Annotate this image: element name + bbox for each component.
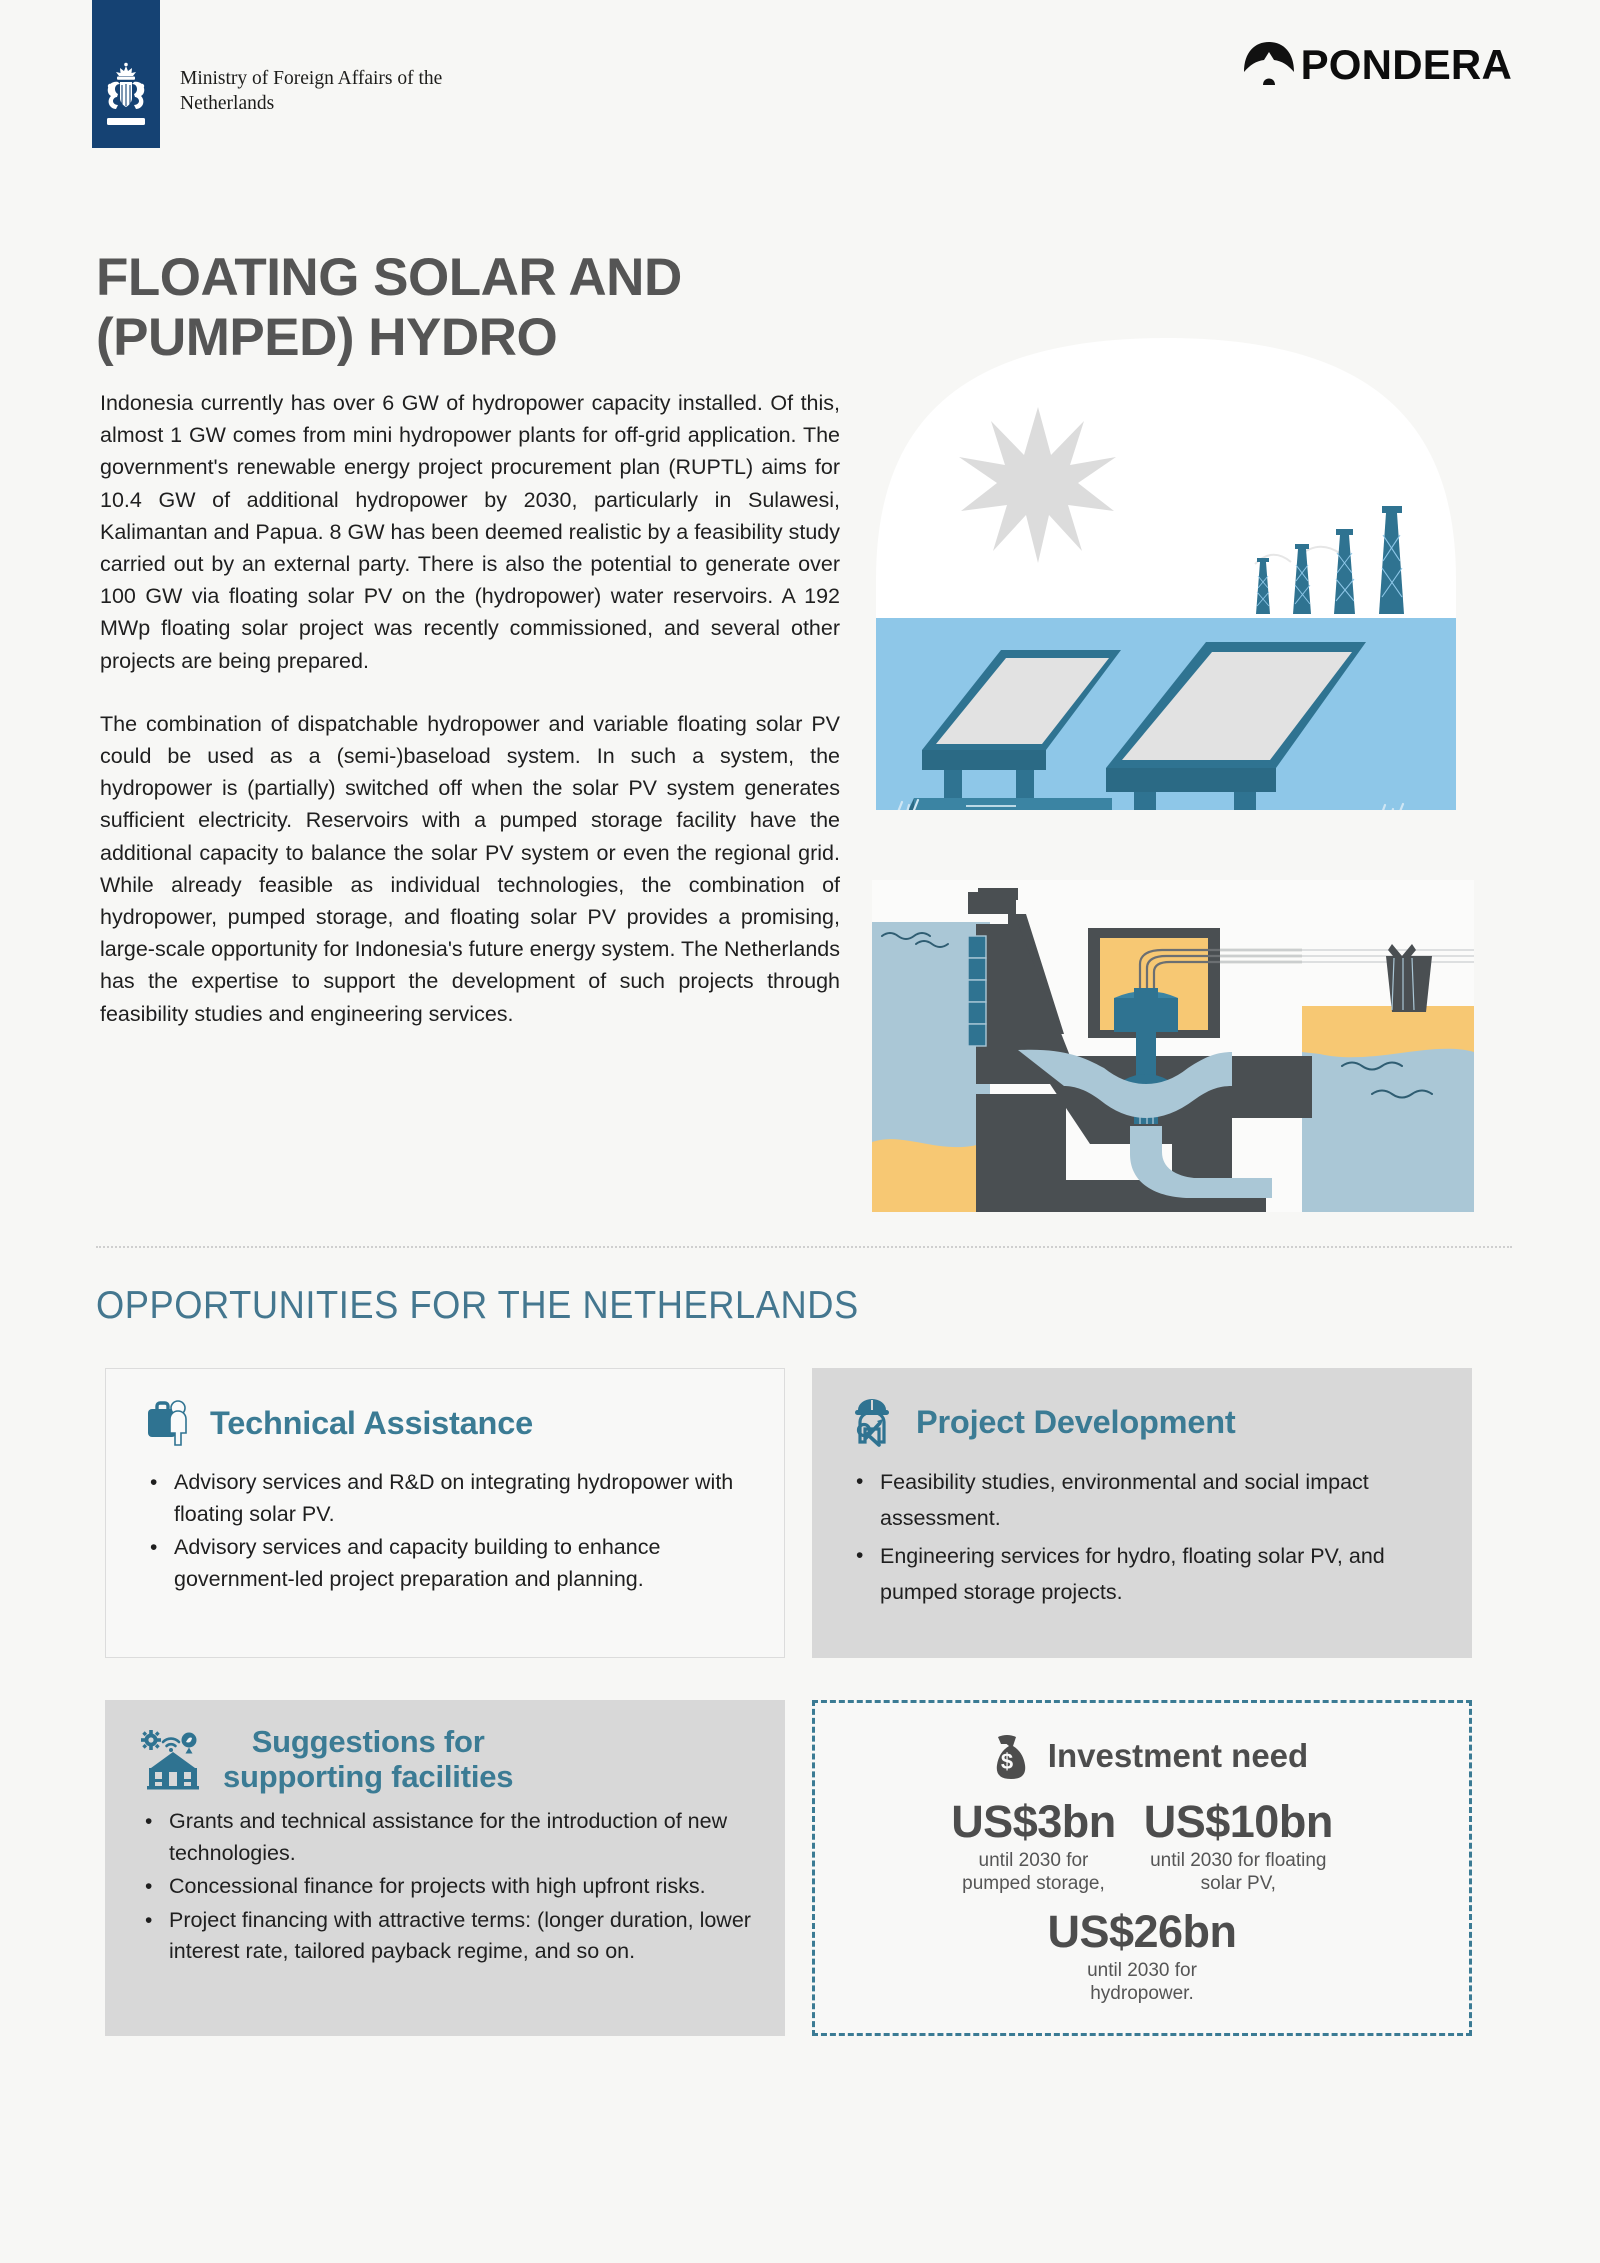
card-header bbox=[846, 1394, 1438, 1450]
pondera-logo bbox=[1241, 38, 1512, 92]
card-title-line-2: supporting facilities bbox=[223, 1759, 514, 1794]
page-title-line-1: FLOATING SOLAR AND bbox=[96, 247, 682, 307]
pondera-wordmark: PONDERA bbox=[1300, 41, 1512, 88]
card-investment-need[interactable] bbox=[812, 1700, 1472, 2036]
list-item: • Advisory services and R&D on integrating hydropower with floating solar PV. bbox=[170, 1467, 750, 1530]
card-bullet-list bbox=[846, 1464, 1438, 1610]
list-item: • Grants and technical assistance for the introduction of new technologies. bbox=[165, 1806, 755, 1869]
page-title-line-2: (PUMPED) HYDRO bbox=[96, 307, 558, 367]
list-item: • Project financing with attractive terms: (longer duration, lower interest rate, tailored payback regime, and so on. bbox=[165, 1905, 755, 1968]
floating-solar-illustration bbox=[866, 330, 1466, 850]
card-title: Project Development bbox=[916, 1404, 1236, 1440]
list-item: • Concessional finance for projects with high upfront risks. bbox=[165, 1871, 755, 1903]
investment-label-line-2: solar PV, bbox=[1200, 1873, 1276, 1894]
card-bullet-list bbox=[140, 1467, 750, 1595]
investment-label-line-1: until 2030 for bbox=[1087, 1960, 1197, 1981]
pondera-canopy-icon bbox=[1241, 39, 1297, 91]
investment-label bbox=[951, 1849, 1116, 1895]
investment-total bbox=[815, 1907, 1469, 2005]
netherlands-coat-of-arms-icon bbox=[98, 62, 154, 138]
card-project-development[interactable] bbox=[812, 1368, 1472, 1658]
government-building-smart-icon bbox=[141, 1728, 205, 1790]
briefcase-person-icon bbox=[140, 1395, 196, 1451]
investment-amount-row bbox=[815, 1797, 1469, 1895]
card-title-line-1: Suggestions for bbox=[251, 1724, 485, 1759]
list-item: • Feasibility studies, environmental and social impact assessment. bbox=[876, 1464, 1438, 1536]
page-title bbox=[96, 248, 996, 368]
hardhat-worker-wrench-icon bbox=[846, 1394, 902, 1450]
investment-header bbox=[815, 1725, 1469, 1787]
card-title bbox=[223, 1724, 513, 1794]
investment-label-line-2: hydropower. bbox=[1090, 1983, 1194, 2004]
investment-amount: US$10bn bbox=[1143, 1796, 1333, 1847]
investment-label-line-2: pumped storage, bbox=[962, 1873, 1105, 1894]
investment-label bbox=[815, 1959, 1469, 2005]
page-header bbox=[0, 0, 1600, 150]
svg-text:$: $ bbox=[1000, 1749, 1013, 1774]
ministry-name: Ministry of Foreign Affairs of the Netherlands bbox=[180, 68, 443, 114]
money-bag-icon bbox=[976, 1725, 1038, 1787]
investment-item bbox=[937, 1797, 1130, 1895]
investment-label bbox=[1144, 1849, 1333, 1895]
list-item: • Advisory services and capacity building to enhance government-led project preparation and planning. bbox=[170, 1532, 750, 1595]
investment-label-line-1: until 2030 for floating bbox=[1150, 1850, 1327, 1871]
card-title: Technical Assistance bbox=[210, 1405, 533, 1441]
opportunities-heading: OPPORTUNITIES FOR THE NETHERLANDS bbox=[96, 1284, 859, 1327]
card-header bbox=[135, 1724, 755, 1794]
investment-item bbox=[1130, 1797, 1347, 1895]
section-divider bbox=[96, 1246, 1512, 1248]
intro-paragraph-1: Indonesia currently has over 6 GW of hydropower capacity installed. Of this, almost 1 GW comes from mini hydropower plants for off-grid application. The government's renewable energy project procurement plan (RUPTL) aims for 10.4 GW of additional hydropower by 2030, particularly in Sulawesi, Kalimantan and Papua. 8 GW has been deemed realistic by a feasibility study carried out by an external party. There is also the potential to generate over 100 GW via floating solar PV on the (hydropower) water reservoirs. A 192 MWp floating solar project was recently commissioned, and several other projects are being prepared. bbox=[100, 391, 840, 673]
card-technical-assistance[interactable] bbox=[105, 1368, 785, 1658]
list-item: • Engineering services for hydro, floating solar PV, and pumped storage projects. bbox=[876, 1538, 1438, 1610]
ministry-logo-banner bbox=[92, 0, 160, 148]
intro-text-column bbox=[100, 387, 840, 1030]
investment-title: Investment need bbox=[1047, 1737, 1309, 1774]
investment-label-line-1: until 2030 for bbox=[978, 1850, 1089, 1871]
card-header bbox=[140, 1395, 750, 1451]
investment-amount: US$26bn bbox=[1047, 1906, 1237, 1957]
card-bullet-list bbox=[135, 1806, 755, 1968]
investment-amount: US$3bn bbox=[951, 1796, 1116, 1847]
card-supporting-facilities[interactable] bbox=[105, 1700, 785, 2036]
intro-paragraph-2: The combination of dispatchable hydropower and variable floating solar PV could be used as a (semi-)baseload system. In such a system, the hydropower is (partially) switched off when the solar PV system generates sufficient electricity. Reservoirs with a pumped storage facility have the additional capacity to balance the solar PV system or even the regional grid. While already feasible as individual technologies, the combination of hydropower, pumped storage, and floating solar PV provides a promising, large-scale opportunity for Indonesia's future energy system. The Netherlands has the expertise to support the development of such projects through feasibility studies and engineering services. bbox=[100, 711, 840, 1026]
hydropower-dam-illustration bbox=[872, 880, 1474, 1212]
